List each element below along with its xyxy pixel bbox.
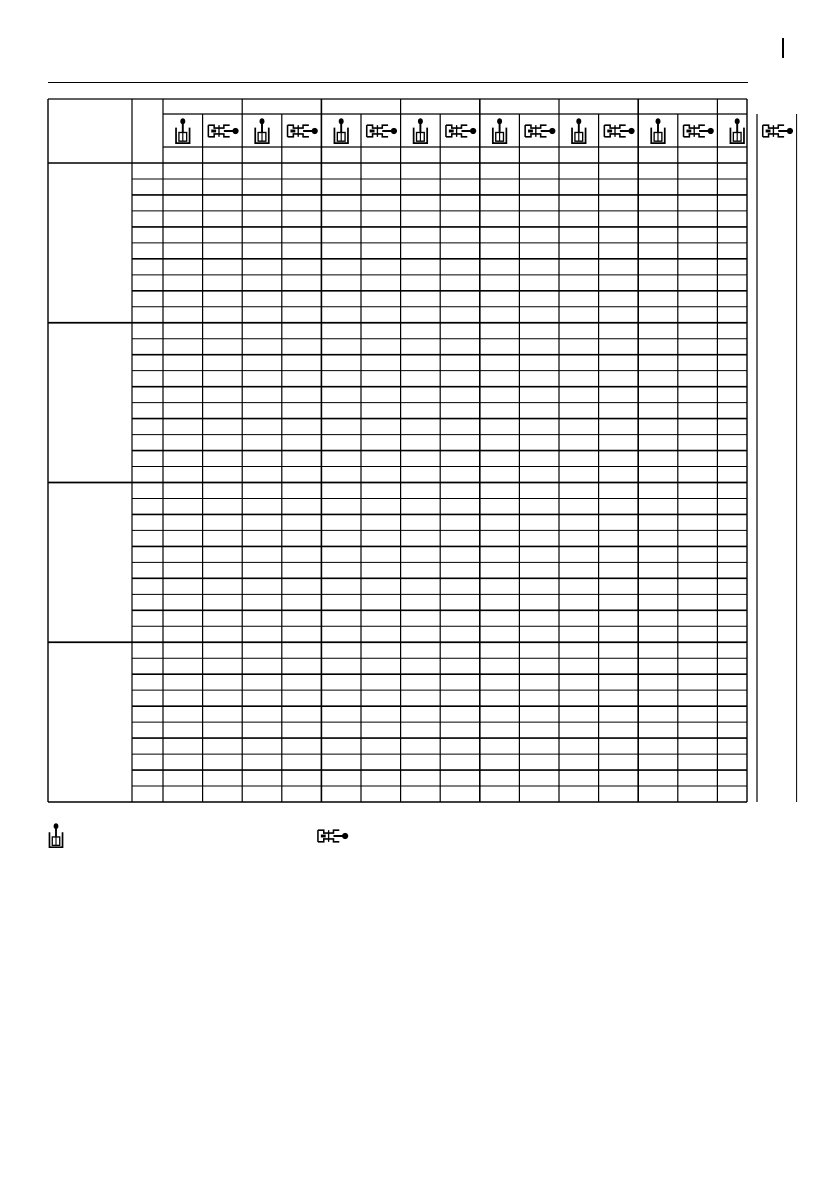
stepper-machine-icon [208, 125, 238, 137]
blood-pressure-cuff-icon [334, 118, 348, 143]
stepper-machine-icon [316, 826, 349, 846]
stepper-machine-icon [288, 125, 318, 137]
stepper-machine-icon [525, 125, 555, 137]
blood-pressure-cuff-icon [572, 118, 586, 143]
blood-pressure-cuff-icon [176, 118, 190, 143]
blood-pressure-cuff-icon [493, 118, 507, 143]
blood-pressure-cuff-icon [46, 822, 66, 850]
stepper-machine-icon [446, 125, 476, 137]
blood-pressure-cuff-icon [414, 118, 428, 143]
table-grid-lines [48, 99, 797, 802]
stepper-machine-icon [367, 125, 397, 137]
stepper-machine-icon [763, 125, 793, 137]
blood-pressure-cuff-icon [730, 118, 744, 143]
blood-pressure-cuff-icon [651, 118, 665, 143]
table-header-icons [176, 118, 793, 143]
blood-pressure-cuff-icon [255, 118, 269, 143]
stepper-machine-icon [684, 125, 714, 137]
stepper-machine-icon [604, 125, 634, 137]
